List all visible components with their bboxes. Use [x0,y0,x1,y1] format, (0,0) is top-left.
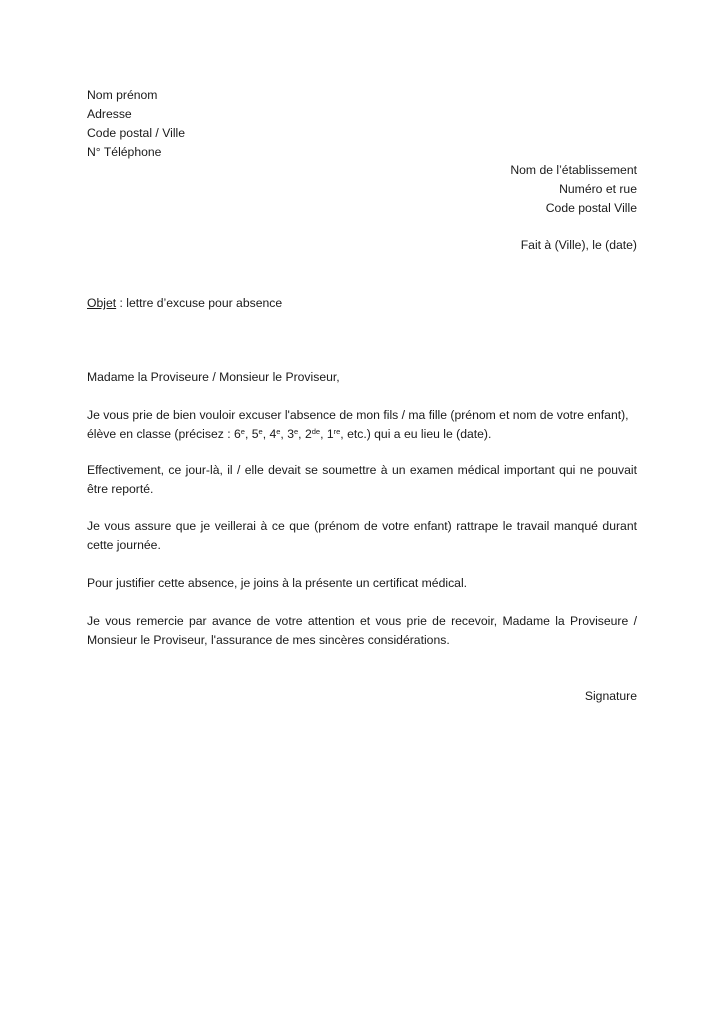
subject-line [87,294,282,313]
class-intro: élève en classe (précisez : 6 [87,427,241,441]
recipient-street: Numéro et rue [559,182,637,196]
recipient-block [510,161,637,218]
separator: , [262,427,270,441]
paragraph-certificate: Pour justifier cette absence, je joins à la présente un certificat médical. [87,576,468,590]
ordinal-suffix: e [240,427,245,436]
paragraph-absence [87,406,637,444]
ordinal-suffix: e [293,427,299,436]
subject-text: : lettre d’excuse pour absence [116,296,283,310]
paragraph-absence-line1: Je vous prie de bien vouloir excuser l'absence de mon fils / ma fille (prénom et nom de votre enfant), [87,408,629,422]
ordinal-suffix: de [311,427,321,436]
subject-label: Objet [87,296,117,310]
grade-number: 2 [304,427,312,441]
paragraph-reason: Effectivement, ce jour-là, il / elle devait se soumettre à un examen médical important qui ne pouvait être reporté. [87,463,637,496]
separator: , [244,427,252,441]
separator: , [298,427,305,441]
ordinal-suffix: e [258,427,263,436]
recipient-postal-city: Code postal Ville [545,201,637,215]
grade-number: 1 [326,427,334,441]
class-outro: , etc.) qui a eu lieu le (date). [340,427,492,441]
separator: , [280,427,288,441]
salutation: Madame la Proviseure / Monsieur le Proviseur, [87,370,340,384]
grade-number: 4 [269,427,277,441]
paragraph-catch-up: Je vous assure que je veillerai à ce que (prénom de votre enfant) rattrape le travail manqué durant cette journée. [87,519,637,552]
recipient-institution: Nom de l’établissement [510,163,637,177]
ordinal-suffix: e [276,427,281,436]
sender-name: Nom prénom [87,88,158,102]
grade-number: 5 [251,427,259,441]
sender-address: Adresse [87,107,132,121]
sender-phone: N° Téléphone [87,145,162,159]
grade-number: 3 [287,427,294,441]
ordinal-suffix: re [333,427,341,436]
date-line: Fait à (Ville), le (date) [520,238,637,252]
sender-block [87,86,185,162]
signature: Signature [584,689,637,703]
separator: , [320,427,327,441]
paragraph-absence-line2 [87,425,637,444]
sender-postal-city: Code postal / Ville [87,126,186,140]
paragraph-closing: Je vous remercie par avance de votre attention et vous prie de recevoir, Madame la Proviseure / Monsieur le Proviseur, l'assurance de mes sincères considérations. [87,614,637,647]
